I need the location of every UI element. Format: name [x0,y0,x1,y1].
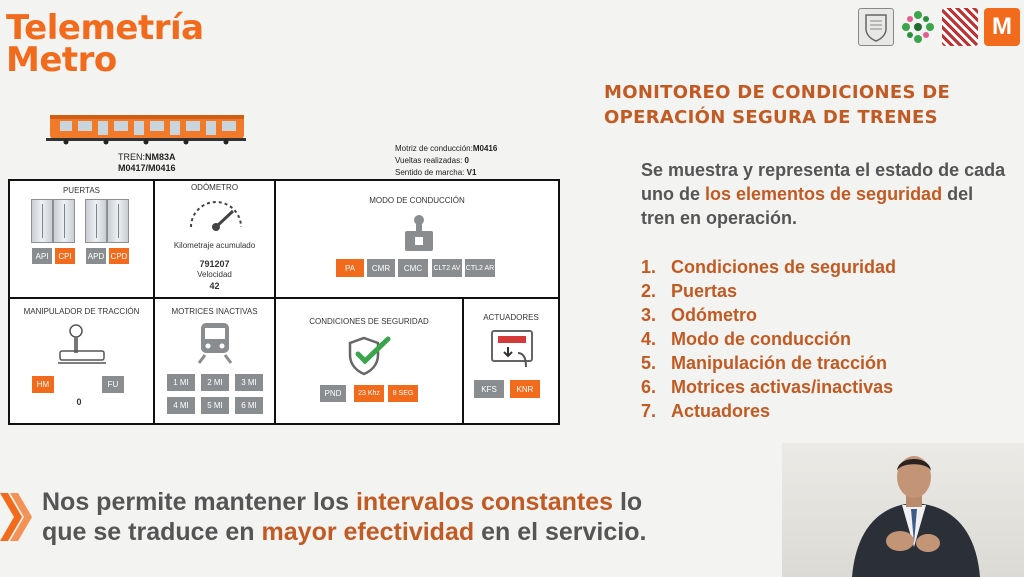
chip-6mi: 6 MI [235,397,263,414]
cell-odometro [155,181,276,299]
list-item: 7. Actuadores [641,401,771,421]
logos-bar [858,8,1020,46]
brand-line2: Metro [6,40,117,80]
cell-puertas [10,181,155,299]
traction-lever-icon [54,323,110,367]
elements-list [641,255,896,423]
train-front-icon [195,321,235,365]
brand-line1: Telemetría [6,8,204,48]
train-icon [46,111,246,145]
odometro-title: ODÓMETRO [190,183,239,192]
km-label: Kilometraje acumulado [173,241,256,250]
actuator-button-icon [490,329,536,369]
list-item: 4. Modo de conducción [641,329,851,349]
list-item: 6. Motrices activas/inactivas [641,377,894,397]
door-left-a-icon [31,199,53,243]
list-item: 2. Puertas [641,281,738,301]
interpreter-video [782,443,1024,577]
government-seal-icon [858,8,894,46]
chip-4mi: 4 MI [167,397,195,414]
chip-apd: APD [86,248,106,264]
cell-actuadores [464,299,558,423]
manipulador-value: 0 [76,397,82,407]
chevron-right-icon [0,491,32,543]
brand-title [6,8,204,80]
condiciones-title: CONDICIONES DE SEGURIDAD [309,317,429,326]
interpreter-person-icon [782,443,1024,577]
chip-cpd: CPD [109,248,129,264]
section-title: MONITOREO DE CONDICIONES DE OPERACIÓN SEGURA DE TRENES [604,82,951,128]
chip-api: API [32,248,52,264]
chip-fu: FU [102,376,124,393]
chip-hm: HM [32,376,54,393]
cell-modo [276,181,558,299]
puertas-title: PUERTAS [62,186,101,195]
list-item: 5. Manipulación de tracción [641,353,888,373]
shield-check-icon [348,335,392,377]
door-left-b-icon [53,199,75,243]
chip-kfs: KFS [474,380,504,398]
cdmx-logo-icon [900,8,936,46]
train-id-info: TREN:NM83A M0417/M0416 [118,152,176,173]
vel-value: 42 [209,281,220,291]
chip-cpi: CPI [55,248,75,264]
manipulador-title: MANIPULADOR DE TRACCIÓN [23,307,140,316]
pattern-logo-icon [942,8,978,46]
list-item: 1. Condiciones de seguridad [641,257,897,277]
gear-shift-icon [402,215,436,253]
chip-23khz: 23 Khz [354,385,384,402]
train-run-info: Motriz de conducción:M0416 Vueltas realizadas: 0 Sentido de marcha: V1 [395,144,498,177]
bottom-message: Nos permite mantener los intervalos constantes lo que se traduce en mayor efectividad en el servicio. [42,488,647,546]
chip-clt2av: CLT2 AV [432,259,462,277]
chip-knr: KNR [510,380,540,398]
section-description: Se muestra y representa el estado de cada uno de los elementos de seguridad del tren en operación. [641,160,1006,228]
chip-pnd: PND [320,385,346,402]
chip-cmc: CMC [398,259,428,277]
chip-1mi: 1 MI [167,374,195,391]
actuadores-title: ACTUADORES [483,313,539,322]
telemetry-panel [8,179,560,425]
motrices-title: MOTRICES INACTIVAS [171,307,258,316]
door-right-b-icon [107,199,129,243]
cell-motrices [155,299,276,423]
vel-label: Velocidad [197,270,232,279]
chip-3mi: 3 MI [235,374,263,391]
cell-manipulador [10,299,155,423]
list-item: 3. Odómetro [641,305,758,325]
chip-ctl2ar: CTL2 AR [465,259,495,277]
gauge-icon [185,195,247,231]
chip-5mi: 5 MI [201,397,229,414]
chip-cmr: CMR [367,259,395,277]
metro-logo-icon: M [984,8,1020,46]
cell-condiciones [276,299,464,423]
km-value: 791207 [199,259,230,269]
chip-8seg: 8 SEG [388,385,418,402]
chip-2mi: 2 MI [201,374,229,391]
chip-pa: PA [336,259,364,277]
modo-title: MODO DE CONDUCCIÓN [369,196,465,205]
door-right-a-icon [85,199,107,243]
